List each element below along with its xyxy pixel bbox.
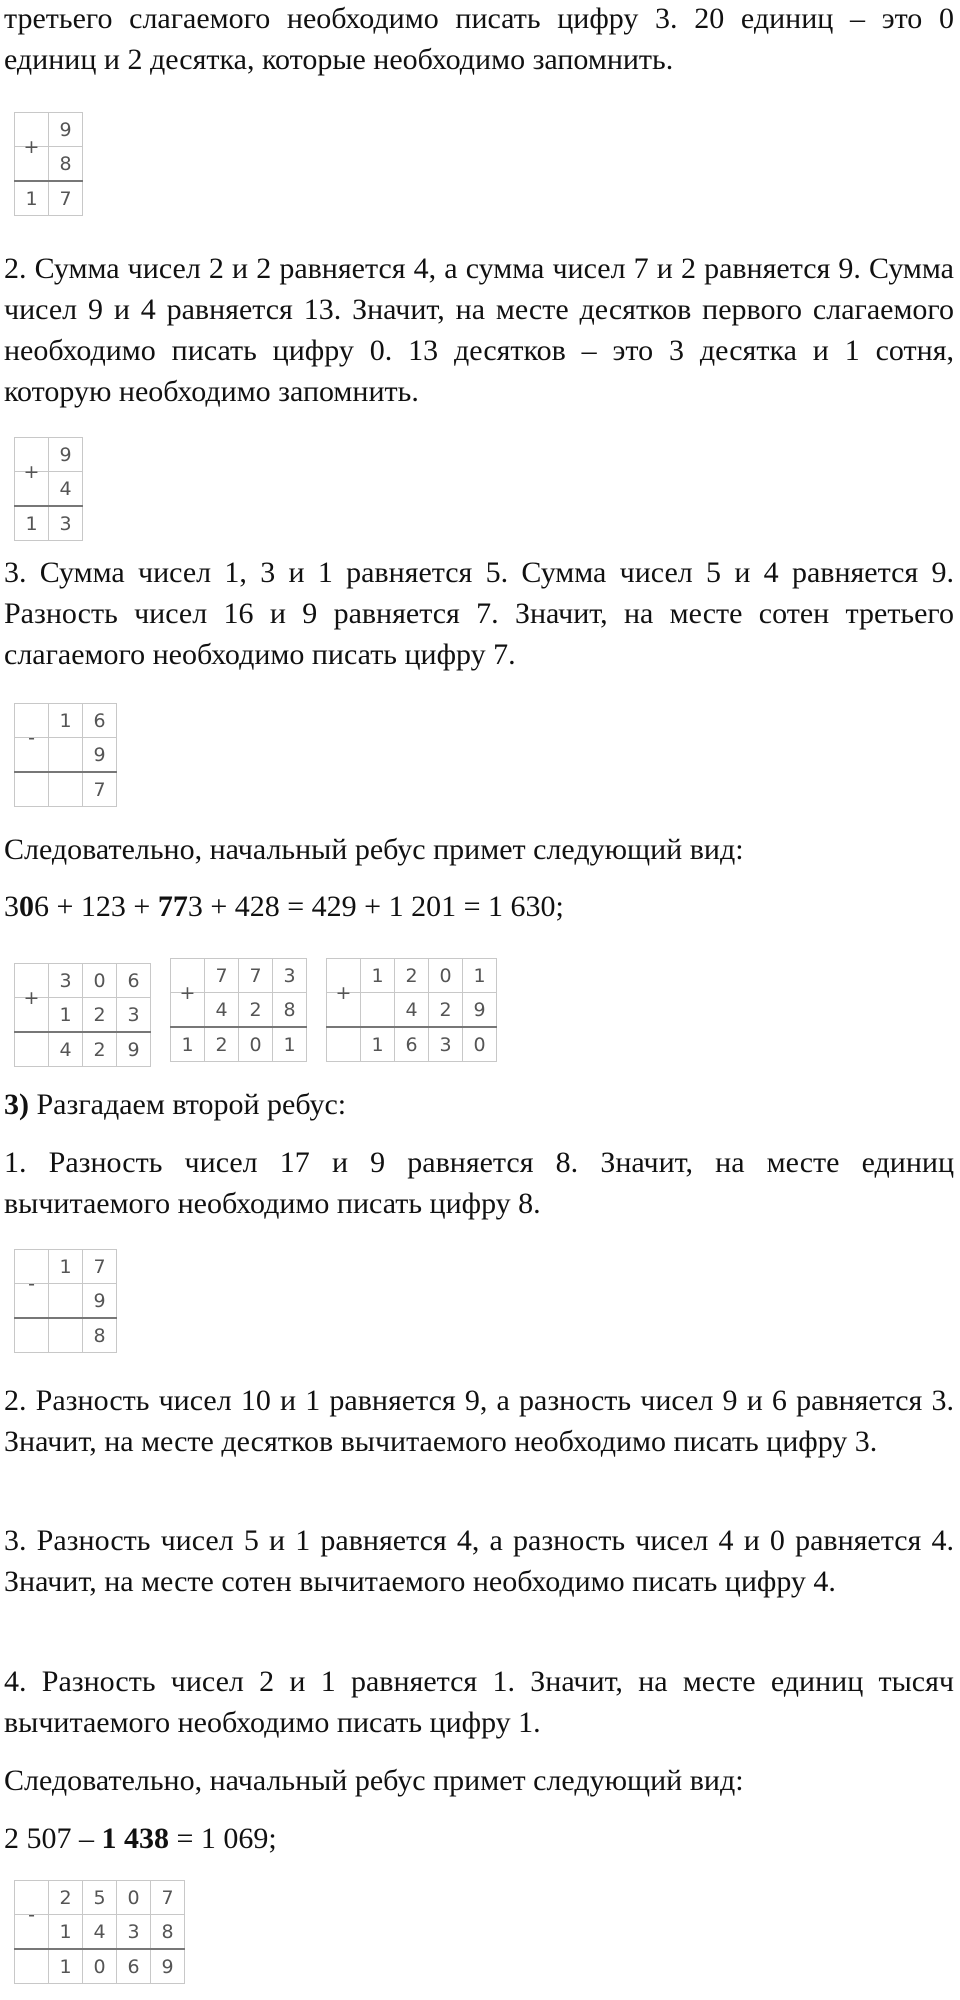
grid-cell: 6 bbox=[83, 704, 117, 738]
grid-cell: 8 bbox=[151, 1915, 185, 1950]
column-subtraction-grid-1 bbox=[14, 703, 117, 807]
grid-cell bbox=[15, 1032, 49, 1067]
grid-cell: 1 bbox=[463, 959, 497, 993]
column-addition-grid-1 bbox=[14, 112, 83, 216]
grid-cell: 0 bbox=[429, 959, 463, 993]
heading-number: 3) bbox=[4, 1088, 29, 1121]
column-subtraction-grid-3 bbox=[14, 1880, 185, 1984]
grid-cell: 7 bbox=[49, 181, 83, 216]
equation-part: + 428 = 429 + 1 201 = 1 630; bbox=[202, 890, 564, 923]
column-addition-grid-2 bbox=[14, 437, 83, 541]
grid-cell: 3 bbox=[117, 998, 151, 1033]
grid-cell: 2 bbox=[239, 993, 273, 1028]
grid-cell bbox=[49, 772, 83, 807]
grid-cell: 3 bbox=[49, 506, 83, 541]
paragraph-conclusion-1: Следовательно, начальный ребус примет следующий вид: bbox=[4, 833, 744, 866]
grid-cell: 0 bbox=[463, 1027, 497, 1062]
grid-sign: - bbox=[15, 1267, 49, 1302]
paragraph-rebus-2-step-4: 4. Разность чисел 2 и 1 равняется 1. Значит, на месте единиц тысяч вычитаемого необходимо писать цифру 1. bbox=[4, 1665, 954, 1739]
column-subtraction-grid-2 bbox=[14, 1249, 117, 1353]
grid-cell: 2 bbox=[205, 1027, 239, 1062]
column-addition-grid-4 bbox=[170, 958, 307, 1062]
grid-cell: 9 bbox=[117, 1032, 151, 1067]
grid-cell: 6 bbox=[395, 1027, 429, 1062]
grid-cell: 2 bbox=[49, 1881, 83, 1915]
grid-cell: 2 bbox=[83, 998, 117, 1033]
grid-sign: + bbox=[327, 976, 361, 1011]
grid-cell: 4 bbox=[49, 472, 83, 507]
grid-cell bbox=[361, 993, 395, 1028]
grid-cell: 0 bbox=[83, 1949, 117, 1984]
grid-cell: 1 bbox=[49, 1915, 83, 1950]
equation-part: 2 507 – bbox=[4, 1822, 102, 1855]
equation-part: = 1 069; bbox=[169, 1822, 277, 1855]
grid-cell: 4 bbox=[205, 993, 239, 1028]
grid-cell: 4 bbox=[49, 1032, 83, 1067]
paragraph-conclusion-2: Следовательно, начальный ребус примет следующий вид: bbox=[4, 1764, 744, 1797]
grid-cell: 8 bbox=[83, 1318, 117, 1353]
grid-cell: 9 bbox=[49, 438, 83, 472]
grid-cell: 1 bbox=[273, 1027, 307, 1062]
grid-cell bbox=[15, 1318, 49, 1353]
paragraph-rebus-2-step-3: 3. Разность чисел 5 и 1 равняется 4, а разность чисел 4 и 0 равняется 4. Значит, на месте сотен вычитаемого необходимо писать цифру 4. bbox=[4, 1524, 954, 1598]
grid-cell: 3 bbox=[117, 1915, 151, 1950]
grid-cell bbox=[49, 738, 83, 773]
grid-cell: 9 bbox=[49, 113, 83, 147]
grid-cell: 3 bbox=[273, 959, 307, 993]
grid-cell: 4 bbox=[83, 1915, 117, 1950]
grid-sign: + bbox=[15, 981, 49, 1016]
heading-text: Разгадаем второй ребус: bbox=[29, 1088, 347, 1121]
grid-cell bbox=[15, 1949, 49, 1984]
grid-cell: 7 bbox=[83, 1250, 117, 1284]
equation-part-bold: 77 bbox=[157, 890, 188, 923]
grid-cell: 1 bbox=[171, 1027, 205, 1062]
grid-cell: 6 bbox=[117, 964, 151, 998]
grid-cell: 8 bbox=[273, 993, 307, 1028]
grid-cell: 6 bbox=[117, 1949, 151, 1984]
grid-sign: + bbox=[15, 455, 49, 490]
grid-cell: 1 bbox=[15, 181, 49, 216]
grid-cell: 1 bbox=[49, 1250, 83, 1284]
column-addition-grid-3 bbox=[14, 963, 151, 1067]
grid-cell: 2 bbox=[395, 959, 429, 993]
grid-cell: 3 bbox=[49, 964, 83, 998]
grid-cell: 7 bbox=[239, 959, 273, 993]
paragraph-step-2: 2. Сумма чисел 2 и 2 равняется 4, а сумма чисел 7 и 2 равняется 9. Сумма чисел 9 и 4 равняется 13. Значит, на месте десятков первого слагаемого необходимо писать цифру 0. 13 десятков – это 3 десятка и 1 сотня, которую необходимо запомнить. bbox=[4, 252, 954, 408]
grid-sign: - bbox=[15, 1898, 49, 1933]
paragraph-rebus-2-step-1: 1. Разность чисел 17 и 9 равняется 8. Значит, на месте единиц вычитаемого необходимо писать цифру 8. bbox=[4, 1146, 954, 1220]
column-addition-grid-5 bbox=[326, 958, 497, 1062]
grid-sign: + bbox=[171, 976, 205, 1011]
grid-cell bbox=[49, 1318, 83, 1353]
grid-cell: 3 bbox=[429, 1027, 463, 1062]
grid-cell: 2 bbox=[83, 1032, 117, 1067]
grid-cell: 9 bbox=[463, 993, 497, 1028]
grid-sign: + bbox=[15, 130, 49, 165]
equation-part: 6 + 123 + bbox=[34, 890, 158, 923]
grid-cell: 1 bbox=[49, 1949, 83, 1984]
equation-2 bbox=[4, 1818, 954, 1859]
grid-cell: 5 bbox=[83, 1881, 117, 1915]
paragraph-rebus-2-step-2: 2. Разность чисел 10 и 1 равняется 9, а разность чисел 9 и 6 равняется 3. Значит, на месте десятков вычитаемого необходимо писать цифру 3. bbox=[4, 1384, 954, 1458]
equation-part: 3 bbox=[4, 890, 19, 923]
paragraph-rebus-2-heading bbox=[4, 1084, 954, 1125]
paragraph-step-3: 3. Сумма чисел 1, 3 и 1 равняется 5. Сумма чисел 5 и 4 равняется 9. Разность чисел 16 и 9 равняется 7. Значит, на месте сотен третьего слагаемого необходимо писать цифру 7. bbox=[4, 556, 954, 671]
grid-cell: 8 bbox=[49, 147, 83, 182]
equation-part-bold: 0 bbox=[19, 890, 34, 923]
grid-cell: 9 bbox=[151, 1949, 185, 1984]
grid-sign: - bbox=[15, 721, 49, 756]
equation-1 bbox=[4, 886, 954, 927]
grid-cell: 0 bbox=[239, 1027, 273, 1062]
grid-cell: 1 bbox=[361, 1027, 395, 1062]
equation-part-bold: 1 438 bbox=[101, 1822, 169, 1855]
grid-cell: 1 bbox=[15, 506, 49, 541]
grid-cell: 7 bbox=[83, 772, 117, 807]
grid-cell: 7 bbox=[151, 1881, 185, 1915]
grid-cell: 1 bbox=[49, 704, 83, 738]
grid-cell: 4 bbox=[395, 993, 429, 1028]
grid-cell: 2 bbox=[429, 993, 463, 1028]
grid-cell: 7 bbox=[205, 959, 239, 993]
grid-cell: 0 bbox=[117, 1881, 151, 1915]
grid-cell bbox=[15, 772, 49, 807]
paragraph-intro: третьего слагаемого необходимо писать цифру 3. 20 единиц – это 0 единиц и 2 десятка, которые необходимо запомнить. bbox=[4, 2, 954, 76]
equation-part: 3 bbox=[187, 890, 203, 923]
grid-cell: 1 bbox=[49, 998, 83, 1033]
grid-cell: 9 bbox=[83, 1284, 117, 1319]
grid-cell bbox=[49, 1284, 83, 1319]
grid-cell: 0 bbox=[83, 964, 117, 998]
grid-cell bbox=[327, 1027, 361, 1062]
grid-cell: 1 bbox=[361, 959, 395, 993]
grid-cell: 9 bbox=[83, 738, 117, 773]
